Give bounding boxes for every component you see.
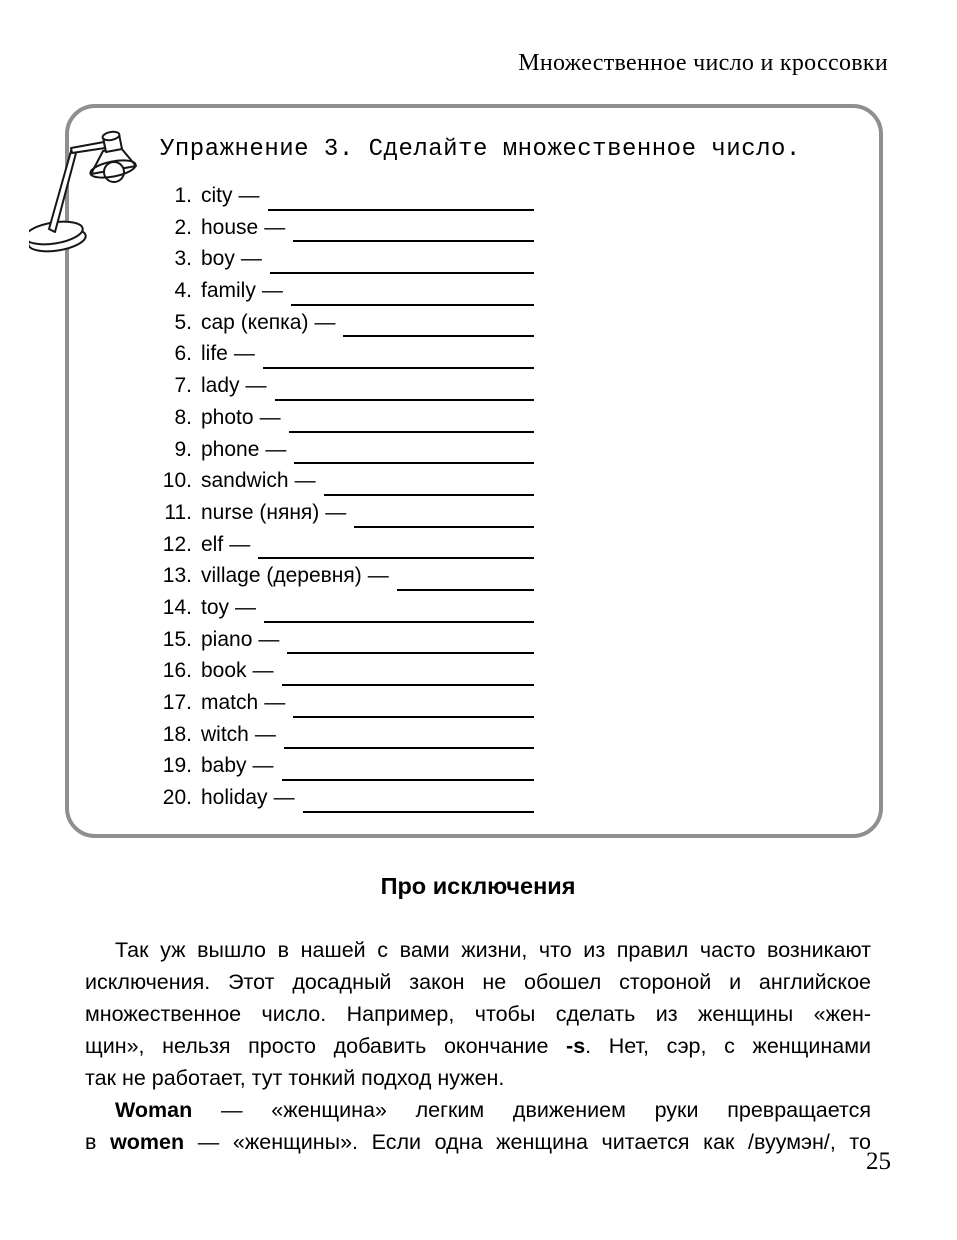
answer-blank-line	[293, 690, 534, 718]
list-item	[162, 785, 534, 817]
item-number: 7.	[174, 374, 192, 398]
bold-term: women	[110, 1130, 185, 1154]
item-number: 9.	[174, 437, 192, 461]
item-word: city	[201, 184, 233, 207]
item-number: 8.	[174, 405, 192, 429]
answer-blank-line	[264, 595, 534, 623]
list-item	[162, 437, 534, 469]
item-word: house	[201, 215, 259, 239]
list-item	[162, 753, 534, 785]
list-item	[162, 373, 534, 405]
text-line: в women — «женщины». Если одна женщина читается как /вуумэн/, то	[85, 1130, 872, 1154]
list-item	[162, 310, 534, 342]
list-item	[162, 341, 534, 373]
item-dash: —	[229, 532, 251, 556]
list-item	[162, 405, 534, 437]
answer-blank-line	[263, 341, 534, 369]
item-word: photo	[201, 405, 254, 429]
list-item	[162, 532, 534, 564]
list-item	[162, 722, 534, 754]
text-line: множественное число. Например, чтобы сделать из женщины «жен-	[85, 1002, 871, 1026]
item-number: 19.	[162, 754, 192, 778]
item-number: 6.	[174, 342, 192, 366]
paragraph	[85, 934, 871, 1094]
item-number: 12.	[162, 532, 192, 556]
answer-blank-line	[324, 468, 534, 496]
answer-blank-line	[287, 627, 534, 655]
item-number: 17.	[162, 691, 192, 714]
item-word: family	[201, 279, 256, 303]
list-item	[162, 246, 534, 278]
word-list	[162, 183, 534, 817]
answer-blank-line	[282, 658, 534, 686]
text-line: исключения. Этот досадный закон не обошел стороной и английское	[85, 970, 871, 994]
item-dash: —	[258, 627, 280, 651]
bold-term: -s	[566, 1034, 586, 1058]
item-dash: —	[314, 310, 336, 334]
answer-blank-line	[397, 563, 534, 591]
item-word: cap (кепка)	[201, 310, 309, 334]
item-dash: —	[367, 564, 389, 588]
item-dash: —	[259, 405, 281, 429]
item-dash: —	[233, 342, 255, 366]
item-dash: —	[325, 500, 347, 524]
list-item	[162, 183, 534, 215]
item-word: nurse (няня)	[201, 500, 320, 524]
answer-blank-line	[268, 183, 535, 211]
answer-blank-line	[282, 753, 534, 781]
item-word: baby	[201, 754, 247, 778]
item-word: sandwich	[201, 469, 289, 493]
item-number: 2.	[174, 215, 192, 239]
page-number: 25	[866, 1148, 891, 1175]
list-item	[162, 658, 534, 690]
item-word: lady	[201, 374, 240, 398]
item-word: phone	[201, 437, 260, 461]
item-number: 13.	[162, 564, 192, 588]
answer-blank-line	[343, 310, 534, 338]
text-line: щин», нельзя просто добавить окончание -s. Нет, сэр, с женщинами	[85, 1034, 871, 1058]
answer-blank-line	[284, 722, 534, 750]
item-number: 10.	[162, 469, 192, 493]
item-dash: —	[252, 754, 274, 778]
item-number: 14.	[162, 595, 192, 619]
exercise-title: Упражнение 3. Сделайте множественное число.	[160, 136, 801, 163]
item-number: 4.	[174, 279, 192, 303]
answer-blank-line	[289, 405, 534, 433]
item-number: 11.	[164, 500, 192, 524]
item-word: village (деревня)	[201, 564, 362, 588]
list-item	[162, 215, 534, 247]
answer-blank-line	[258, 532, 534, 560]
exercise-box	[65, 104, 883, 838]
item-dash: —	[235, 595, 257, 619]
answer-blank-line	[303, 785, 534, 813]
answer-blank-line	[275, 373, 534, 401]
item-dash: —	[264, 215, 286, 239]
paragraph	[85, 1094, 871, 1158]
item-number: 15.	[162, 627, 192, 651]
item-number: 16.	[162, 659, 192, 683]
text-line: Woman — «женщина» легким движением руки превращается	[85, 1094, 871, 1126]
item-dash: —	[240, 247, 262, 271]
list-item	[162, 468, 534, 500]
item-dash: —	[245, 374, 267, 398]
item-dash: —	[254, 722, 276, 746]
answer-blank-line	[270, 246, 534, 274]
list-item	[162, 690, 534, 722]
item-number: 18.	[162, 722, 192, 746]
item-word: holiday	[201, 786, 268, 810]
item-dash: —	[273, 786, 295, 810]
item-word: elf	[201, 532, 224, 556]
item-number: 1.	[174, 184, 192, 207]
item-dash: —	[265, 437, 287, 461]
item-dash: —	[261, 279, 283, 303]
text-line: Так уж вышло в нашей с вами жизни, что из правил часто возникают	[115, 938, 871, 962]
item-dash: —	[238, 184, 260, 207]
page-header: Множественное число и кроссовки	[518, 50, 888, 76]
item-word: match	[201, 691, 259, 714]
item-dash: —	[294, 469, 316, 493]
item-dash: —	[252, 659, 274, 683]
body-text	[85, 870, 871, 1158]
list-item	[162, 627, 534, 659]
desk-lamp-icon	[29, 125, 143, 257]
text-line: так не работает, тут тонкий подход нужен.	[85, 1066, 505, 1090]
answer-blank-line	[293, 215, 534, 243]
answer-blank-line	[354, 500, 534, 528]
item-number: 3.	[174, 247, 192, 271]
list-item	[162, 278, 534, 310]
item-word: witch	[201, 722, 249, 746]
item-word: book	[201, 659, 247, 683]
item-word: toy	[201, 595, 230, 619]
item-word: piano	[201, 627, 253, 651]
list-item	[162, 595, 534, 627]
bold-term: Woman	[115, 1098, 193, 1122]
item-number: 5.	[174, 310, 192, 334]
item-word: boy	[201, 247, 235, 271]
item-word: life	[201, 342, 228, 366]
answer-blank-line	[294, 437, 534, 465]
item-dash: —	[264, 691, 286, 714]
list-item	[162, 563, 534, 595]
list-item	[162, 500, 534, 532]
answer-blank-line	[291, 278, 534, 306]
item-number: 20.	[162, 786, 192, 810]
section-heading: Про исключения	[380, 873, 576, 899]
